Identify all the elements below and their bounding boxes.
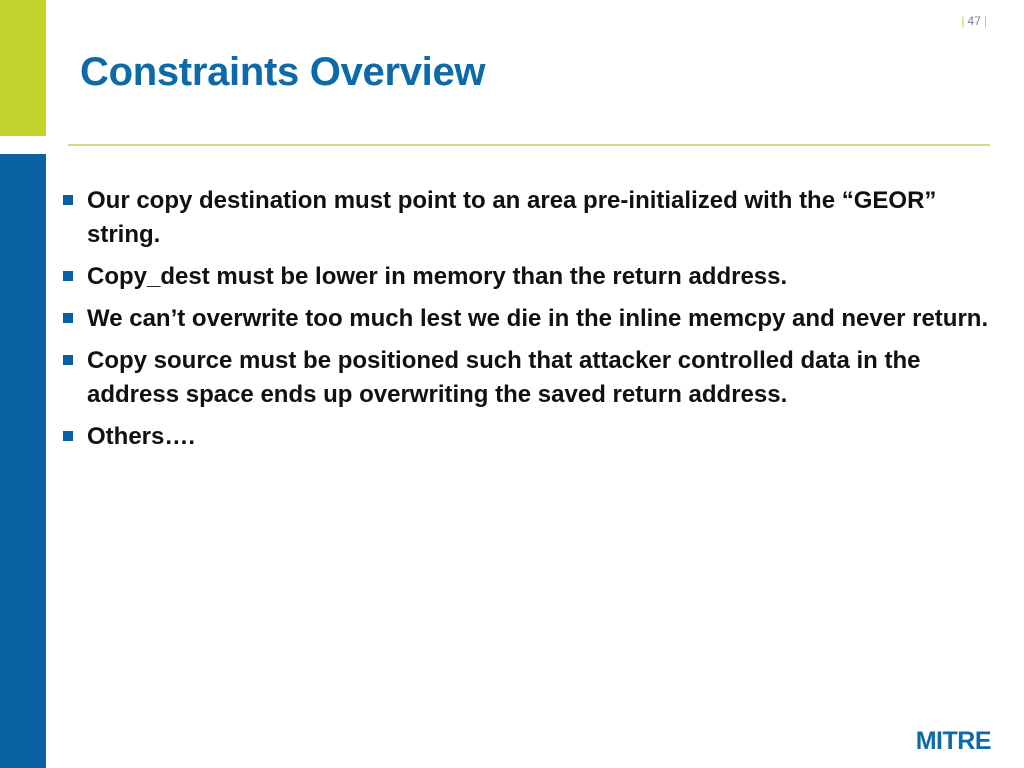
bullet-text: Copy source must be positioned such that attacker controlled data in the address space ends up overwriting the saved return address. [87,347,921,408]
bullet-text: We can’t overwrite too much lest we die in the inline memcpy and never return. [87,305,989,332]
bullet-item [62,420,992,454]
square-bullet-icon [63,195,73,205]
bullet-item [62,344,992,412]
mitre-logo: MITRE [915,727,991,755]
page-number-value: 47 [967,14,981,28]
bullet-item [62,184,992,252]
bullet-text: Copy_dest must be lower in memory than the return address. [87,263,788,290]
accent-bar-bottom [0,154,46,768]
square-bullet-icon [63,313,73,323]
page-number [958,14,990,28]
bullet-item [62,302,992,336]
title-divider [68,144,990,146]
bullet-text: Others…. [87,423,196,450]
bullet-text: Our copy destination must point to an area pre-initialized with the “GEOR” string. [87,187,937,248]
page-number-separator-left: | [961,14,965,28]
slide-title: Constraints Overview [80,50,486,94]
square-bullet-icon [63,431,73,441]
bullet-item [62,260,992,294]
square-bullet-icon [63,271,73,281]
page-number-separator-right: | [983,14,987,28]
bullet-list [62,184,992,462]
accent-bar-top [0,0,46,136]
square-bullet-icon [63,355,73,365]
